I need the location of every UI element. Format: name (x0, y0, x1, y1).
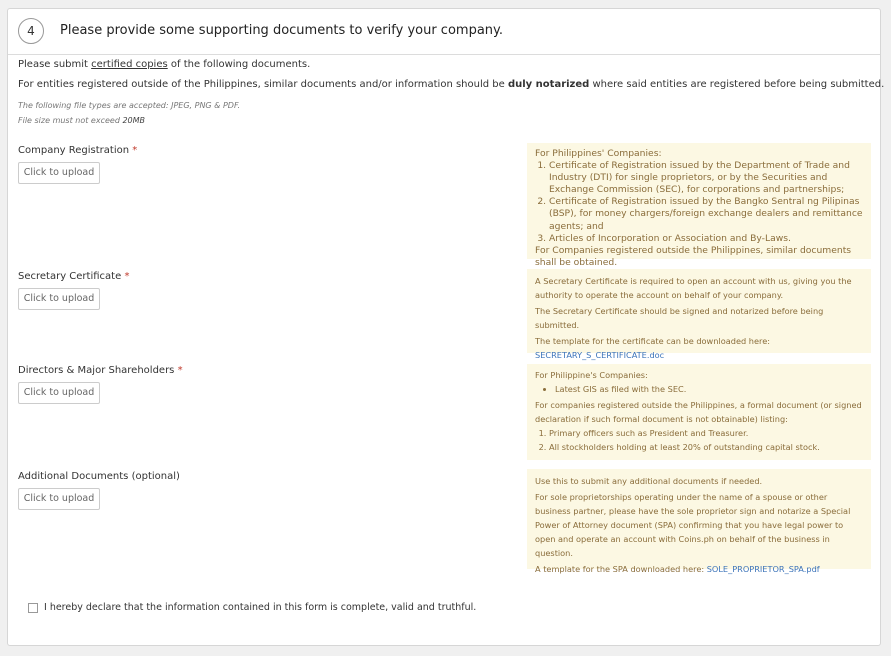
panel-title: Please provide some supporting documents to verify your company. (60, 23, 503, 38)
declaration-row (28, 602, 476, 613)
company-registration-label: Company Registration * (18, 145, 138, 156)
intro-line-2: For entities registered outside of the Philippines, similar documents and/or information should be duly notarized where said entities are registered before being submitted. (18, 79, 885, 90)
panel-header (8, 9, 880, 55)
additional-documents-info: Use this to submit any additional documents if needed. For sole proprietorships operating under the name of a spouse or other business partner, please have the sole proprietor sign and notarize a Special Power of Attorney document (SPA) confirming that you have legal power to open and operate an account with Coins.ph on behalf of the business in question. A template for the SPA downloaded here: SOLE_PROPRIETOR_SPA.pdf (527, 469, 871, 569)
step-number-badge: 4 (18, 18, 44, 44)
secretary-certificate-label: Secretary Certificate * (18, 271, 130, 282)
intro-line-1: Please submit certified copies of the following documents. (18, 59, 311, 70)
declaration-checkbox[interactable] (28, 603, 38, 613)
secretary-certificate-template-link[interactable]: SECRETARY_S_CERTIFICATE.doc (535, 350, 665, 360)
info-list-item: • Latest GIS as filed with the SEC. (555, 382, 863, 396)
additional-documents-label: Additional Documents (optional) (18, 471, 180, 482)
company-registration-upload-button[interactable]: Click to upload (18, 162, 100, 184)
secretary-certificate-upload-button[interactable]: Click to upload (18, 288, 100, 310)
secretary-certificate-info: A Secretary Certificate is required to open an account with us, giving you the authority to operate the account on behalf of your company. The Secretary Certificate should be signed and notarized before being submitted. The template for the certificate can be downloaded here: SECRETARY_S_CERTIFICATE.doc (527, 269, 871, 353)
info-list-item: 2. All stockholders holding at least 20% of outstanding capital stock. (549, 440, 863, 454)
certified-copies-text: certified copies (91, 59, 168, 70)
directors-shareholders-label: Directors & Major Shareholders * (18, 365, 183, 376)
info-list-item: 1. Primary officers such as President and Treasurer. (549, 426, 863, 440)
required-mark: * (132, 145, 138, 156)
file-type-note: The following file types are accepted: JPEG, PNG & PDF. (18, 101, 241, 110)
required-mark: * (124, 271, 130, 282)
directors-shareholders-info: For Philippine's Companies: • Latest GIS as filed with the SEC. For companies registered outside the Philippines, a formal document (or signed declaration if such formal document is not obtainable) listing: 1. Primary officers such as President and Treasurer. 2. All stockholders holding at least 20% of outstanding capital stock. (527, 364, 871, 460)
required-mark: * (177, 365, 183, 376)
info-list-item: 1. Certificate of Registration issued by the Department of Trade and Industry (DTI) for single proprietors, or by the Securities and Exchange Commission (SEC), for corporations and partnerships; (549, 160, 863, 196)
sole-proprietor-spa-link[interactable]: SOLE_PROPRIETOR_SPA.pdf (706, 564, 820, 574)
directors-shareholders-upload-button[interactable]: Click to upload (18, 382, 100, 404)
declaration-label: I hereby declare that the information contained in this form is complete, valid and truthful. (44, 602, 477, 613)
verification-panel (7, 8, 885, 646)
info-list-item: 2. Certificate of Registration issued by the Bangko Sentral ng Pilipinas (BSP), for money chargers/foreign exchange dealers and remittance agents; and (549, 196, 863, 232)
file-size-note: File size must not exceed 20MB (18, 116, 146, 125)
info-list-item: 3. Articles of Incorporation or Association and By-Laws. (549, 233, 863, 245)
additional-documents-upload-button[interactable]: Click to upload (18, 488, 100, 510)
company-registration-info: For Philippines' Companies: 1. Certificate of Registration issued by the Department of Trade and Industry (DTI) for single proprietors, or by the Securities and Exchange Commission (SEC), for corporations and partnerships; 2. Certificate of Registration issued by the Bangko Sentral ng Pilipinas (BSP), for money chargers/foreign exchange dealers and remittance agents; and 3. Articles of Incorporation or Association and By-Laws. For Companies registered outside the Philippines, similar documents shall be obtained. (527, 143, 871, 259)
